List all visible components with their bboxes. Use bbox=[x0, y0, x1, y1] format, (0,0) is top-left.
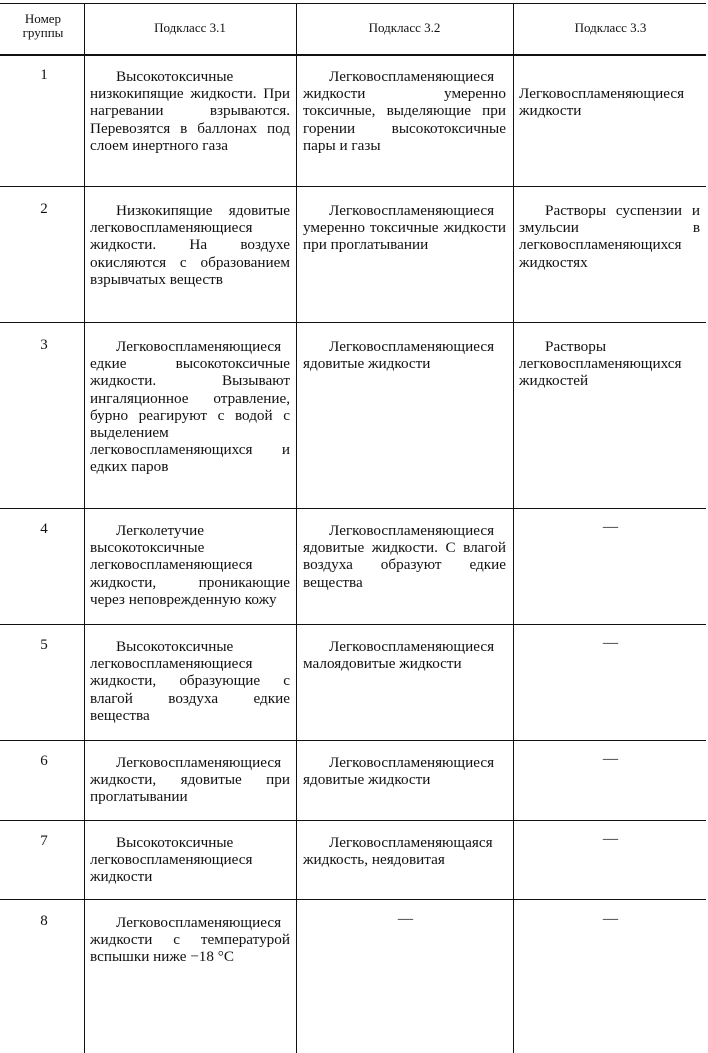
header-subclass-3-1: Подкласс 3.1 bbox=[154, 20, 226, 35]
group-number: 3 bbox=[40, 337, 48, 353]
subclass-3-3-cell: — bbox=[602, 518, 619, 535]
group-number: 6 bbox=[40, 753, 48, 769]
subclass-3-3-cell: Растворы легковоспламеняющихся жидкостей bbox=[519, 338, 682, 390]
header-subclass-3-2: Подкласс 3.2 bbox=[368, 20, 441, 35]
subclass-3-1-cell: Легковоспламеняющиеся едкие высокотоксичные жидкости. Вызывают ингаляционное отравление, бурно реагируют с водой с выделением легковоспламеняющихся и едких паров bbox=[90, 338, 290, 476]
subclass-3-3-cell: — bbox=[602, 750, 619, 767]
row-divider bbox=[0, 820, 706, 821]
subclass-3-1-cell: Легковоспламеняющиеся жидкости, ядовитые при проглатывании bbox=[90, 754, 290, 806]
header-subclass-3-3: Подкласс 3.3 bbox=[574, 20, 647, 35]
subclass-3-1-cell: Высокотоксичные легковоспламеняющиеся жидкости, образующие с влагой воздуха едкие вещества bbox=[90, 638, 290, 724]
subclass-3-2-cell: Легковоспламеняющиеся ядовитые жидкости bbox=[303, 338, 495, 373]
subclass-3-2-cell: Легковоспламеняющиеся ядовитые жидкости bbox=[303, 754, 495, 789]
group-number: 5 bbox=[40, 637, 48, 653]
subclass-3-1-cell: Легколетучие высокотоксичные легковоспламеняющиеся жидкости, проникающие через неповрежденную кожу bbox=[90, 522, 290, 608]
subclass-3-3-cell: Растворы суспензии и змульсии в легковоспламеняющихся жидкостях bbox=[519, 202, 700, 271]
row-divider bbox=[0, 186, 706, 187]
group-number: 8 bbox=[40, 913, 48, 929]
column-divider bbox=[296, 3, 297, 1053]
row-divider bbox=[0, 322, 706, 323]
subclass-3-1-cell: Высокотоксичные легковоспламеняющиеся жидкости bbox=[90, 834, 253, 886]
subclass-3-2-cell: — bbox=[397, 910, 414, 927]
subclass-3-3-cell: — bbox=[602, 634, 619, 651]
row-divider bbox=[0, 508, 706, 509]
group-number: 1 bbox=[40, 67, 48, 83]
subclass-3-2-cell: Легковоспламеняющаяся жидкость, неядовитая bbox=[303, 834, 493, 869]
group-number: 7 bbox=[40, 833, 48, 849]
header-bottom-border bbox=[0, 54, 706, 56]
subclass-3-1-cell: Легковоспламеняющиеся жидкости с температурой вспышки ниже −18 °С bbox=[90, 914, 290, 966]
subclass-3-3-cell: — bbox=[602, 910, 619, 927]
table-top-border bbox=[0, 3, 706, 4]
subclass-3-3-cell: — bbox=[602, 830, 619, 847]
column-divider bbox=[84, 3, 85, 1053]
subclass-3-2-cell: Легковоспламеняющиеся малоядовитые жидкости bbox=[303, 638, 495, 673]
row-divider bbox=[0, 624, 706, 625]
subclass-3-1-cell: Высокотоксичные низкокипящие жидкости. При нагревании взрываются. Перевозятся в баллонах под слоем инертного газа bbox=[90, 68, 290, 154]
row-divider bbox=[0, 899, 706, 900]
subclass-3-2-cell: Легковоспламеняющиеся ядовитые жидкости. С влагой воздуха образуют едкие вещества bbox=[303, 522, 506, 591]
header-group-number: Номер группы bbox=[22, 11, 64, 40]
subclass-3-1-cell: Низкокипящие ядовитые легковоспламеняющиеся жидкости. На воздухе окисляются с образованием взрывчатых веществ bbox=[90, 202, 290, 288]
subclass-3-2-cell: Легковоспламеняющиеся жидкости умеренно токсичные, выделяющие при горении высокотоксичные пары и газы bbox=[303, 68, 506, 154]
column-divider bbox=[513, 3, 514, 1053]
row-divider bbox=[0, 740, 706, 741]
group-number: 4 bbox=[40, 521, 48, 537]
subclass-3-3-cell: Легковоспламеняющиеся жидкости bbox=[519, 85, 685, 120]
group-number: 2 bbox=[40, 201, 48, 217]
subclass-3-2-cell: Легковоспламеняющиеся умеренно токсичные жидкости при проглатывании bbox=[303, 202, 506, 254]
